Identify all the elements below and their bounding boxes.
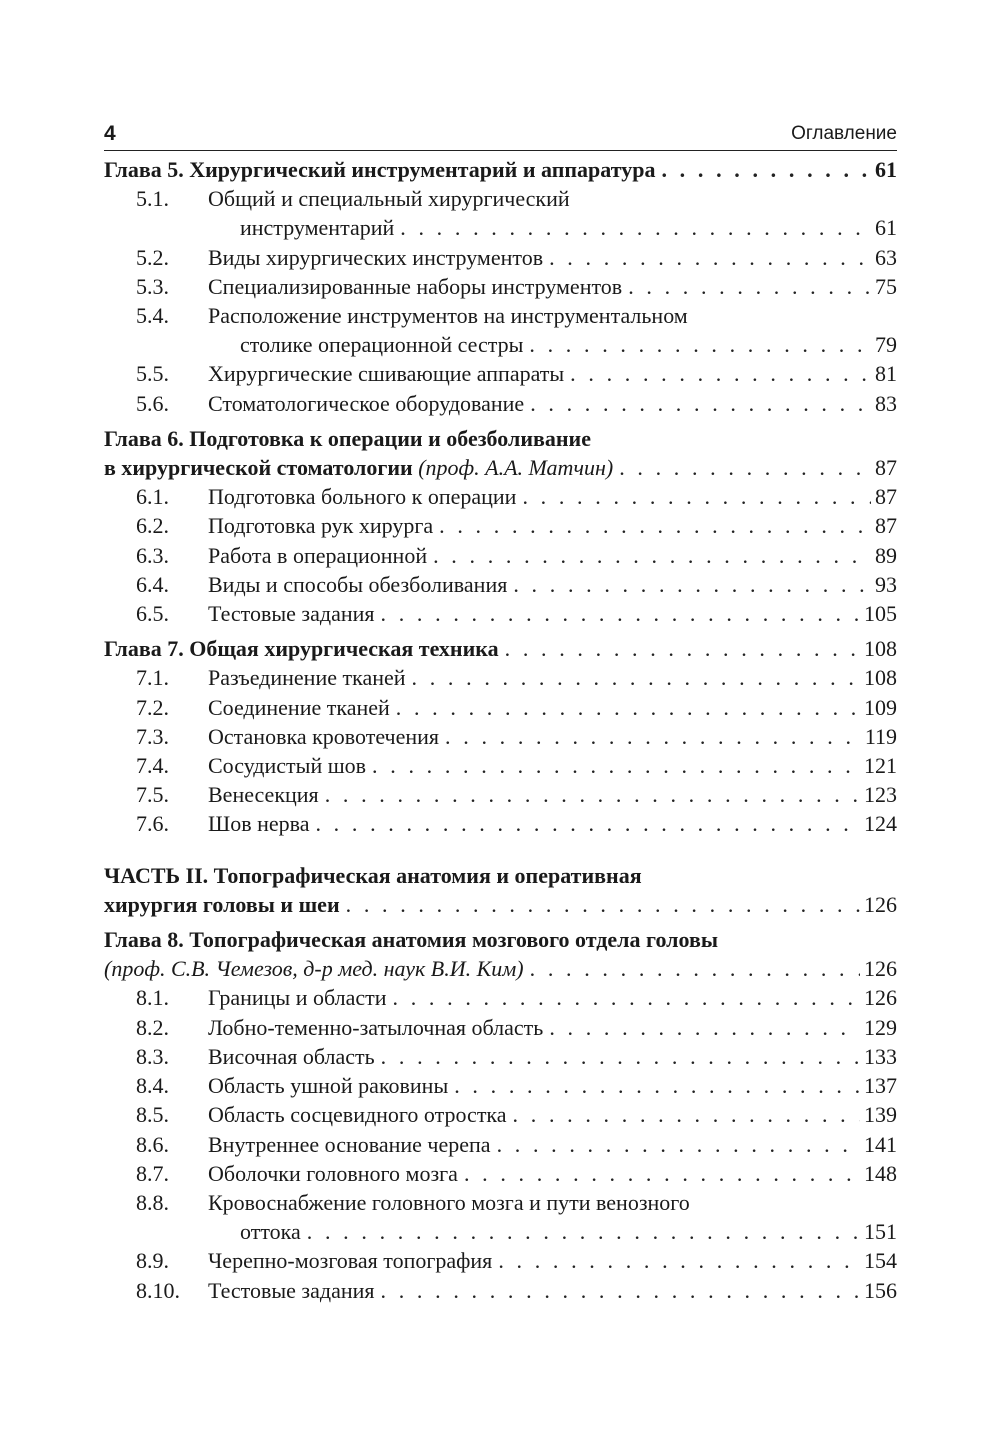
- running-title: Оглавление: [791, 123, 897, 144]
- leader-dots: [381, 1276, 860, 1305]
- leader-dots: [396, 693, 860, 722]
- leader-dots: [661, 155, 871, 184]
- toc-item-8-6[interactable]: 8.6. Внутреннее основание черепа . . . 141: [104, 1130, 897, 1159]
- leader-dots: [307, 1217, 860, 1246]
- leader-dots: [619, 453, 871, 482]
- leader-dots: [529, 330, 871, 359]
- leader-dots: [381, 1042, 860, 1071]
- toc-item-5-3[interactable]: 5.3. Специализированные наборы инструментов . . . 75: [104, 272, 897, 301]
- toc-item-8-1[interactable]: 8.1. Границы и области . . . 126: [104, 983, 897, 1012]
- leader-dots: [372, 751, 860, 780]
- leader-dots: [464, 1159, 860, 1188]
- leader-dots: [530, 954, 860, 983]
- leader-dots: [400, 213, 871, 242]
- toc-item-7-5[interactable]: 7.5. Венесекция . . . 123: [104, 780, 897, 809]
- toc-item-8-4[interactable]: 8.4. Область ушной раковины . . . 137: [104, 1071, 897, 1100]
- leader-dots: [315, 809, 860, 838]
- leader-dots: [530, 389, 871, 418]
- toc-item-8-2[interactable]: 8.2. Лобно-теменно-затылочная область . . . 129: [104, 1013, 897, 1042]
- leader-dots: [549, 1013, 860, 1042]
- toc-item-7-3[interactable]: 7.3. Остановка кровотечения . . . 119: [104, 722, 897, 751]
- chapter-author: (проф. С.В. Чемезов, д-р мед. наук В.И. Ким): [104, 956, 524, 982]
- leader-dots: [393, 983, 860, 1012]
- leader-dots: [497, 1130, 860, 1159]
- toc-item-5-4-cont[interactable]: столике операционной сестры . . . 79: [104, 330, 897, 359]
- toc-chapter-5[interactable]: Глава 5. Хирургический инструментарий и аппаратура . . . 61: [104, 155, 897, 184]
- toc-item-8-8[interactable]: 8.8. Кровоснабжение головного мозга и пути венозного: [136, 1189, 690, 1215]
- toc-item-5-1-cont[interactable]: инструментарий . . . 61: [104, 213, 897, 242]
- leader-dots: [325, 780, 860, 809]
- toc-item-6-5[interactable]: 6.5. Тестовые задания . . . 105: [104, 599, 897, 628]
- toc-item-6-3[interactable]: 6.3. Работа в операционной . . . 89: [104, 541, 897, 570]
- toc-item-7-2[interactable]: 7.2. Соединение тканей . . . 109: [104, 693, 897, 722]
- leader-dots: [439, 511, 871, 540]
- leader-dots: [346, 890, 860, 919]
- toc-item-8-3[interactable]: 8.3. Височная область . . . 133: [104, 1042, 897, 1071]
- toc-chapter-6-cont[interactable]: в хирургической стоматологии (проф. А.А. Матчин) . . . 87: [104, 453, 897, 482]
- leader-dots: [498, 1246, 860, 1275]
- toc-part-2-cont[interactable]: хирургия головы и шеи . . . 126: [104, 890, 897, 919]
- leader-dots: [454, 1071, 860, 1100]
- toc-item-6-1[interactable]: 6.1. Подготовка больного к операции . . . 87: [104, 482, 897, 511]
- leader-dots: [628, 272, 871, 301]
- toc-item-6-4[interactable]: 6.4. Виды и способы обезболивания . . . 93: [104, 570, 897, 599]
- leader-dots: [513, 570, 871, 599]
- leader-dots: [522, 482, 871, 511]
- leader-dots: [412, 663, 860, 692]
- leader-dots: [513, 1100, 860, 1129]
- toc-item-5-1[interactable]: 5.1. Общий и специальный хирургический: [136, 186, 570, 212]
- toc-item-7-1[interactable]: 7.1. Разъединение тканей . . . 108: [104, 663, 897, 692]
- toc-item-5-5[interactable]: 5.5. Хирургические сшивающие аппараты . . . 81: [104, 359, 897, 388]
- toc-item-5-4[interactable]: 5.4. Расположение инструментов на инструментальном: [136, 303, 688, 329]
- toc-item-8-5[interactable]: 8.5. Область сосцевидного отростка . . . 139: [104, 1100, 897, 1129]
- toc-chapter-8[interactable]: Глава 8. Топографическая анатомия мозгового отдела головы: [104, 927, 719, 953]
- toc-item-5-6[interactable]: 5.6. Стоматологическое оборудование . . . 83: [104, 389, 897, 418]
- table-of-contents: [104, 155, 897, 1305]
- toc-chapter-7[interactable]: Глава 7. Общая хирургическая техника . . . 108: [104, 634, 897, 663]
- toc-item-7-6[interactable]: 7.6. Шов нерва . . . 124: [104, 809, 897, 838]
- page-header: [104, 120, 897, 151]
- leader-dots: [381, 599, 860, 628]
- toc-page: [104, 120, 897, 1305]
- page-number: 4: [104, 122, 116, 145]
- leader-dots: [570, 359, 871, 388]
- toc-item-8-7[interactable]: 8.7. Оболочки головного мозга . . . 148: [104, 1159, 897, 1188]
- toc-item-8-8-cont[interactable]: оттока . . . 151: [104, 1217, 897, 1246]
- leader-dots: [505, 634, 860, 663]
- leader-dots: [445, 722, 861, 751]
- toc-item-5-2[interactable]: 5.2. Виды хирургических инструментов . . . 63: [104, 243, 897, 272]
- leader-dots: [549, 243, 871, 272]
- toc-chapter-8-cont[interactable]: (проф. С.В. Чемезов, д-р мед. наук В.И. Ким) . . . 126: [104, 954, 897, 983]
- toc-item-8-9[interactable]: 8.9. Черепно-мозговая топография . . . 154: [104, 1246, 897, 1275]
- toc-item-7-4[interactable]: 7.4. Сосудистый шов . . . 121: [104, 751, 897, 780]
- toc-item-8-10[interactable]: 8.10. Тестовые задания . . . 156: [104, 1276, 897, 1305]
- toc-part-2[interactable]: ЧАСТЬ II. Топографическая анатомия и оперативная: [104, 862, 642, 888]
- leader-dots: [433, 541, 871, 570]
- toc-item-6-2[interactable]: 6.2. Подготовка рук хирурга . . . 87: [104, 511, 897, 540]
- toc-chapter-6[interactable]: Глава 6. Подготовка к операции и обезболивание: [104, 425, 591, 451]
- chapter-author: (проф. А.А. Матчин): [418, 455, 614, 481]
